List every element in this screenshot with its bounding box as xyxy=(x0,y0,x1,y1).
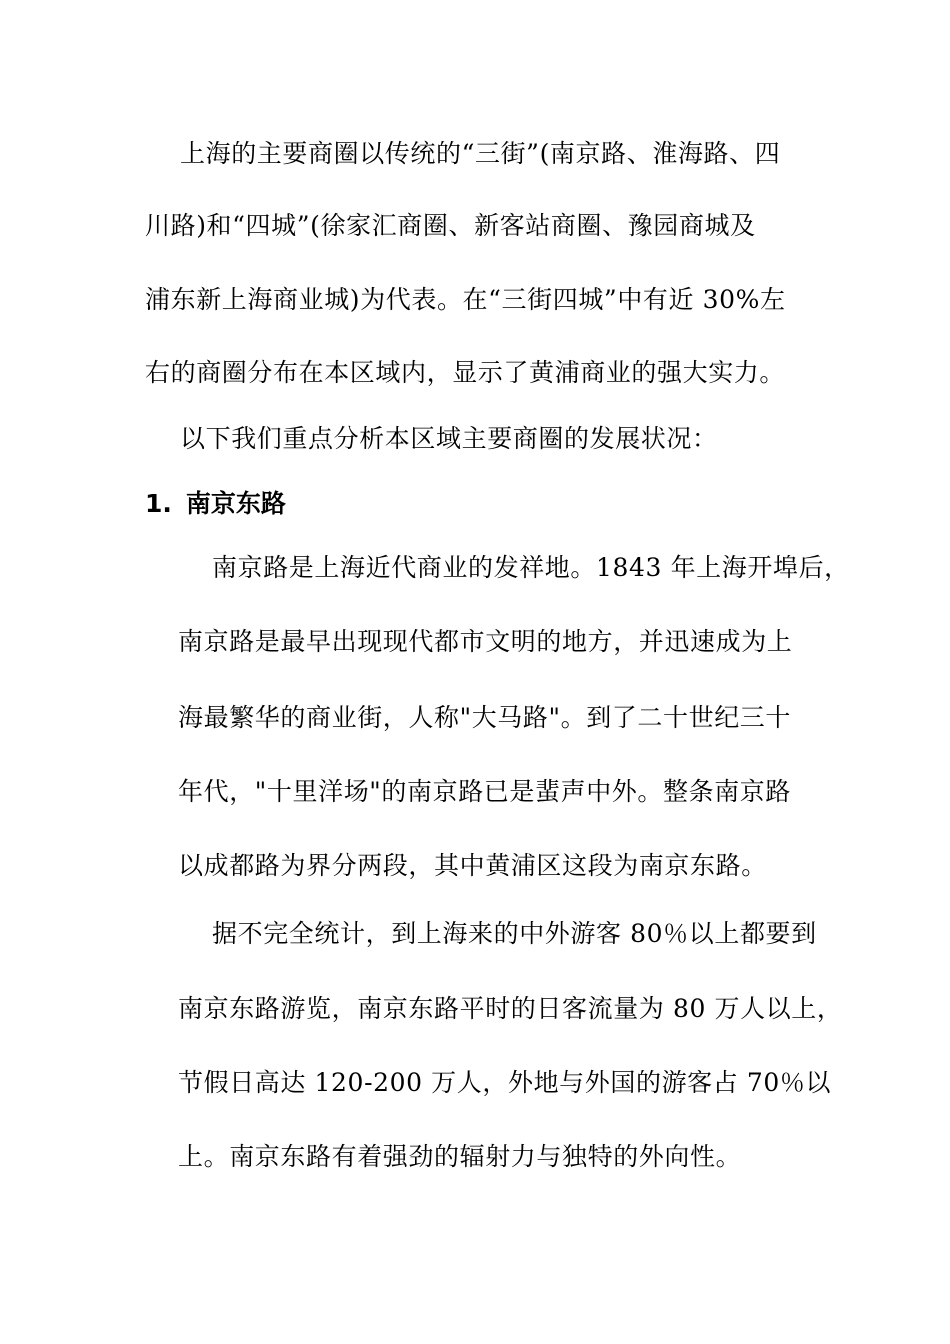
section-paragraph-line: 南京路是最早出现现代都市文明的地方，并迅速成为上 xyxy=(178,627,793,656)
section-paragraph-line: 上。南京东路有着强劲的辐射力与独特的外向性。 xyxy=(178,1142,742,1171)
intro-paragraph-line: 上海的主要商圈以传统的“三街”(南京路、淮海路、四 xyxy=(180,139,781,168)
section-paragraph-line: 节假日高达 120-200 万人，外地与外国的游客占 70％以 xyxy=(178,1068,832,1097)
section-paragraph-line: 海最繁华的商业街，人称"大马路"。到了二十世纪三十 xyxy=(178,703,791,732)
section-paragraph-line: 据不完全统计，到上海来的中外游客 80％以上都要到 xyxy=(212,919,817,948)
intro-paragraph-line: 浦东新上海商业城)为代表。在“三街四城”中有近 30%左 xyxy=(145,285,786,314)
section-paragraph-line: 以成都路为界分两段，其中黄浦区这段为南京东路。 xyxy=(178,851,767,880)
section-paragraph-line: 南京路是上海近代商业的发祥地。1843 年上海开埠后， xyxy=(212,553,850,582)
section-heading xyxy=(145,489,286,519)
section-paragraph-line: 南京东路游览，南京东路平时的日客流量为 80 万人以上， xyxy=(178,994,843,1023)
section-paragraph-line: 年代，"十里洋场"的南京路已是蜚声中外。整条南京路 xyxy=(178,777,791,806)
intro-lead-line: 以下我们重点分析本区域主要商圈的发展状况： xyxy=(180,424,718,453)
intro-paragraph-line: 右的商圈分布在本区域内，显示了黄浦商业的强大实力。 xyxy=(145,358,786,387)
intro-paragraph-line: 川路)和“四城”(徐家汇商圈、新客站商圈、豫园商城及 xyxy=(145,211,756,240)
section-number: 1. xyxy=(145,489,172,518)
section-title: 南京东路 xyxy=(185,489,286,518)
